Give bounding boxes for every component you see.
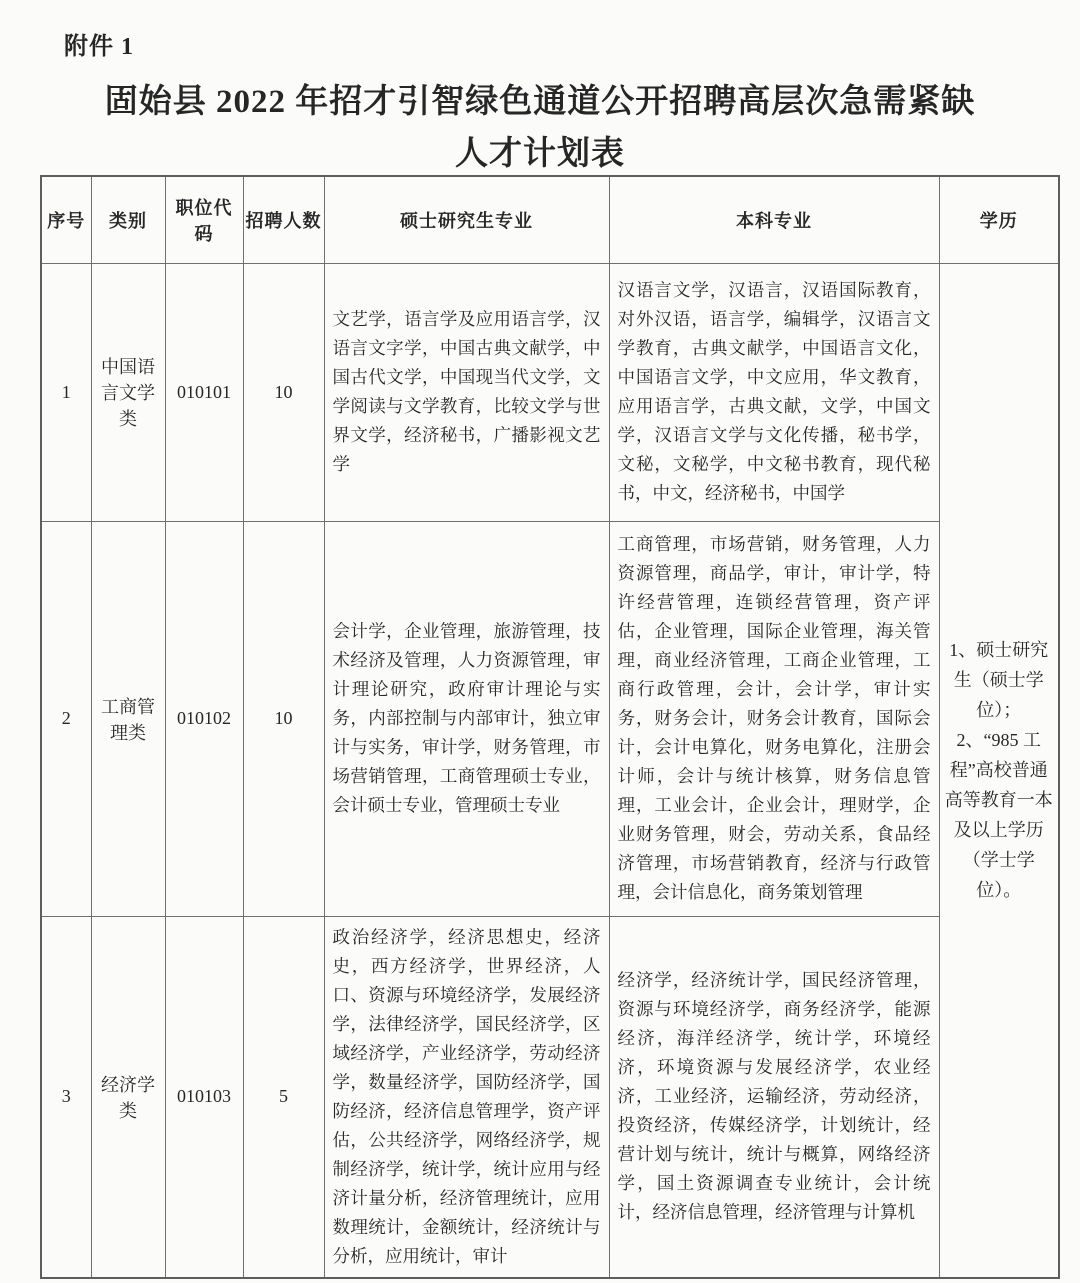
header-master-majors: 硕士研究生专业: [324, 176, 609, 263]
cell-master-majors: 会计学，企业管理，旅游管理，技术经济及管理，人力资源管理，审计理论研究，政府审计理论与实务，内部控制与内部审计，独立审计与实务，审计学，财务管理，市场营销管理，工商管理硕士专业，会计硕士专业，管理硕士专业: [324, 521, 609, 916]
cell-category: 经济学类: [91, 916, 165, 1278]
cell-serial-number: 3: [41, 916, 91, 1278]
page-title: [0, 76, 1080, 180]
cell-category: 工商管理类: [91, 521, 165, 916]
cell-master-majors: 文艺学，语言学及应用语言学，汉语言文字学，中国古典文献学，中国古代文学，中国现当代文学，文学阅读与文学教育，比较文学与世界文学，经济秘书，广播影视文艺学: [324, 263, 609, 521]
cell-category: 中国语言文学类: [91, 263, 165, 521]
cell-bachelor-majors: 经济学，经济统计学，国民经济管理，资源与环境经济学，商务经济学，能源经济，海洋经济学，统计学，环境经济，环境资源与发展经济学，农业经济，工业经济，运输经济，劳动经济，投资经济，传媒经济学，计划统计，经营计划与统计，统计与概算，网络经济学，国土资源调查专业统计，会计统计，经济信息管理，经济管理与计算机: [609, 916, 939, 1278]
table-row: [41, 263, 1059, 521]
cell-serial-number: 1: [41, 263, 91, 521]
header-bachelor-majors: 本科专业: [609, 176, 939, 263]
header-serial-number: 序号: [41, 176, 91, 263]
education-line-1: 1、硕士研究生（硕士学位）；: [949, 640, 1049, 720]
header-position-code: 职位代码: [165, 176, 243, 263]
table-row: [41, 521, 1059, 916]
attachment-label: 附件 1: [64, 34, 134, 60]
recruitment-plan-table: [40, 175, 1060, 1279]
header-education: 学历: [939, 176, 1059, 263]
page-title-line2: 人才计划表: [455, 136, 625, 172]
page-title-line1: 固始县 2022 年招才引智绿色通道公开招聘高层次急需紧缺: [104, 84, 976, 120]
cell-position-code: 010102: [165, 521, 243, 916]
education-line-2: 2、“985 工程”高校普通高等教育一本及以上学历（学士学位）。: [944, 730, 1053, 900]
cell-recruit-count: 5: [243, 916, 324, 1278]
cell-bachelor-majors: 汉语言文学，汉语言，汉语国际教育，对外汉语，语言学，编辑学，汉语言文学教育，古典文献学，中国语言文化，中国语言文学，中文应用，华文教育，应用语言学，古典文献，文学，中国文学，汉语言文学与文化传播，秘书学，文秘，文秘学，中文秘书教育，现代秘书，中文，经济秘书，中国学: [609, 263, 939, 521]
table-header-row: [41, 176, 1059, 263]
table-row: [41, 916, 1059, 1278]
recruitment-table-container: [40, 175, 1060, 1279]
cell-education-requirement: [939, 263, 1059, 1278]
cell-recruit-count: 10: [243, 263, 324, 521]
header-recruit-count: 招聘人数: [243, 176, 324, 263]
cell-position-code: 010103: [165, 916, 243, 1278]
cell-recruit-count: 10: [243, 521, 324, 916]
cell-master-majors: 政治经济学，经济思想史，经济史，西方经济学，世界经济，人口、资源与环境经济学，发展经济学，法律经济学，国民经济学，区域经济学，产业经济学，劳动经济学，数量经济学，国防经济学，国防经济，经济信息管理学，资产评估，公共经济学，网络经济学，规制经济学，统计学，统计应用与经济计量分析，经济管理统计，应用数理统计，金额统计，经济统计与分析，应用统计，审计: [324, 916, 609, 1278]
header-category: 类别: [91, 176, 165, 263]
cell-position-code: 010101: [165, 263, 243, 521]
cell-bachelor-majors: 工商管理，市场营销，财务管理，人力资源管理，商品学，审计，审计学，特许经营管理，连锁经营管理，资产评估，企业管理，国际企业管理，海关管理，商业经济管理，工商企业管理，工商行政管理，会计，会计学，审计实务，财务会计，财务会计教育，国际会计，会计电算化，财务电算化，注册会计师，会计与统计核算，财务信息管理，工业会计，企业会计，理财学，企业财务管理，财会，劳动关系，食品经济管理，市场营销教育，经济与行政管理，会计信息化，商务策划管理: [609, 521, 939, 916]
cell-serial-number: 2: [41, 521, 91, 916]
